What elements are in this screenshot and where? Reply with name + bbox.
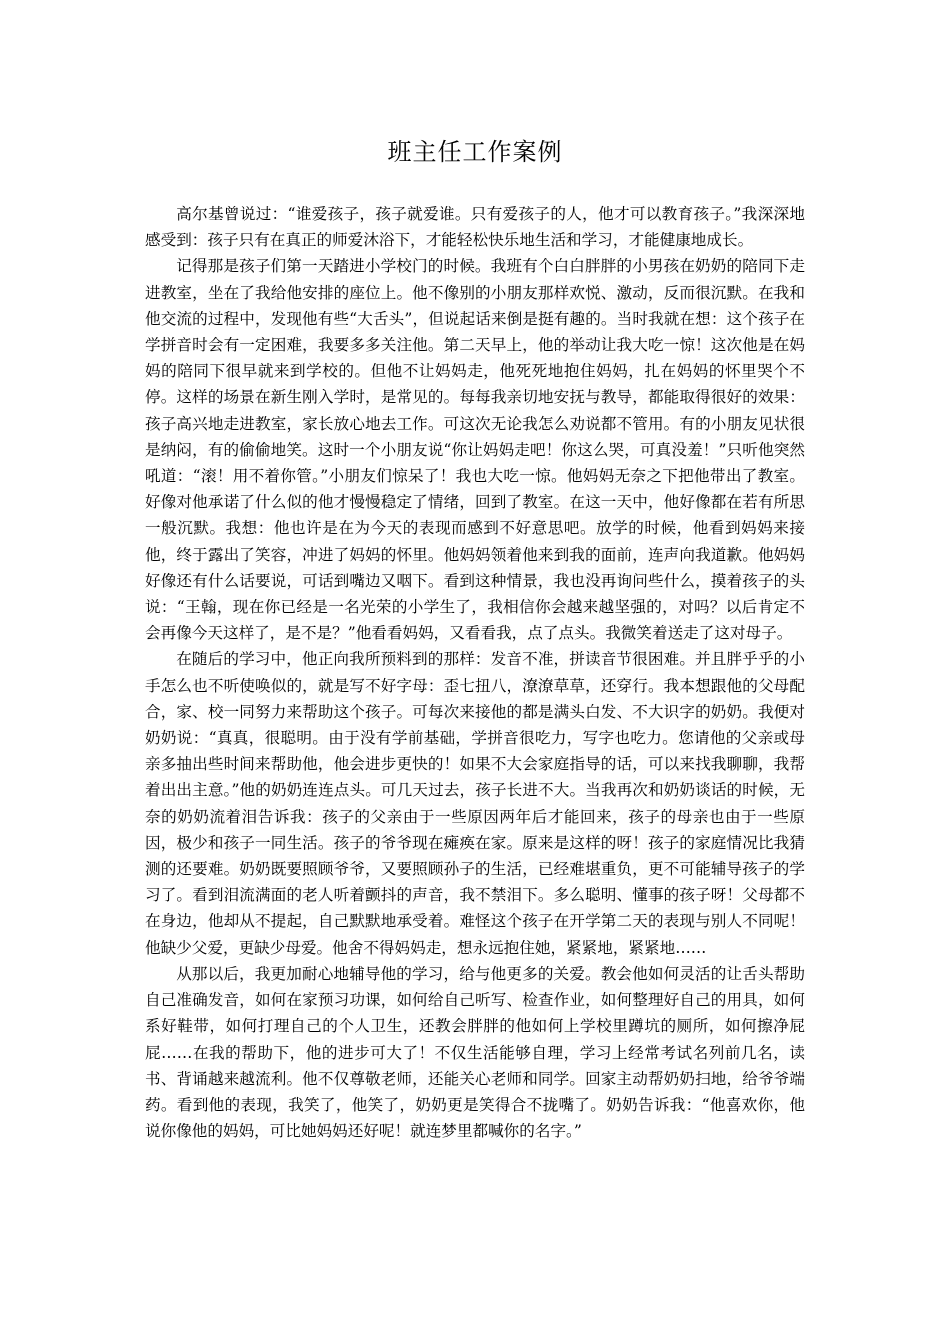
paragraph-2: 记得那是孩子们第一天踏进小学校门的时候。我班有个白白胖胖的小男孩在奶奶的陪同下走进教室，坐在了我给他安排的座位上。他不像别的小朋友那样欢悦、激动，反而很沉默。在我和他交流的过程中，发现他有些“大舌头”，但说起话来倒是挺有趣的。当时我就在想：这个孩子在学拼音时会有一定困难，我要多多关注他。第二天早上，他的举动让我大吃一惊！这次他是在妈妈的陪同下很早就来到学校的。但他不让妈妈走，他死死地抱住妈妈，扎在妈妈的怀里哭个不停。这样的场景在新生刚入学时，是常见的。每每我亲切地安抚与教导，都能取得很好的效果：孩子高兴地走进教室，家长放心地去工作。可这次无论我怎么劝说都不管用。有的小朋友见状很是纳闷，有的偷偷地笑。这时一个小朋友说“你让妈妈走吧！你这么哭，可真没羞！”只听他突然吼道：“滚！用不着你管。”小朋友们惊呆了！我也大吃一惊。他妈妈无奈之下把他带出了教室。好像对他承诺了什么似的他才慢慢稳定了情绪，回到了教室。在这一天中，他好像都在若有所思一般沉默。我想：他也许是在为今天的表现而感到不好意思吧。放学的时候，他看到妈妈来接他，终于露出了笑容，冲进了妈妈的怀里。他妈妈领着他来到我的面前，连声向我道歉。他妈妈好像还有什么话要说，可话到嘴边又咽下。看到这种情景，我也没再询问些什么，摸着孩子的头说：“王翰，现在你已经是一名光荣的小学生了，我相信你会越来越坚强的，对吗？以后肯定不会再像今天这样了，是不是？”他看看妈妈，又看看我，点了点头。我微笑着送走了这对母子。: [145, 257, 805, 643]
document-page: [145, 0, 805, 1344]
document-title: 班主任工作案例: [387, 138, 563, 166]
paragraph-4: 从那以后，我更加耐心地辅导他的学习，给与他更多的关爱。教会他如何灵活的让舌头帮助自己准确发音，如何在家预习功课，如何给自己听写、检查作业，如何整理好自己的用具，如何系好鞋带，如何打理自己的个人卫生，还教会胖胖的他如何上学校里蹲坑的厕所，如何擦净屁屁……在我的帮助下，他的进步可大了！不仅生活能够自理，学习上经常考试名列前几名，读书、背诵越来越流利。他不仅尊敬老师，还能关心老师和同学。回家主动帮奶奶扫地，给爷爷端药。看到他的表现，我笑了，他笑了，奶奶更是笑得合不拢嘴了。奶奶告诉我：“他喜欢你，他说你像他的妈妈，可比她妈妈还好呢！就连梦里都喊你的名字。”: [145, 964, 805, 1141]
paragraph-3: 在随后的学习中，他正向我所预料到的那样：发音不准，拼读音节很困难。并且胖乎乎的小手怎么也不听使唤似的，就是写不好字母：歪七扭八，潦潦草草，还穿行。我本想跟他的父母配合，家、校一同努力来帮助这个孩子。可每次来接他的都是满头白发、不大识字的奶奶。我便对奶奶说：“真真，很聪明。由于没有学前基础，学拼音很吃力，写字也吃力。您请他的父亲或母亲多抽出些时间来帮助他，他会进步更快的！如果不大会家庭指导的话，可以来找我聊聊，我帮着出出主意。”他的奶奶连连点头。可几天过去，孩子长进不大。当我再次和奶奶谈话的时候，无奈的奶奶流着泪告诉我：孩子的父亲由于一些原因两年后才能回来，孩子的母亲也由于一些原因，极少和孩子一同生活。孩子的爷爷现在瘫痪在家。原来是这样的呀！孩子的家庭情况比我猜测的还要难。奶奶既要照顾爷爷，又要照顾孙子的生活，已经难堪重负，更不可能辅导孩子的学习了。看到泪流满面的老人听着颤抖的声音，我不禁泪下。多么聪明、懂事的孩子呀！父母都不在身边，他却从不提起，自己默默地承受着。难怪这个孩子在开学第二天的表现与别人不同呢！他缺少父爱，更缺少母爱。他舍不得妈妈走，想永远抱住她，紧紧地，紧紧地……: [145, 650, 805, 957]
paragraph-1: 高尔基曾说过：“谁爱孩子，孩子就爱谁。只有爱孩子的人，他才可以教育孩子。”我深深地感受到：孩子只有在真正的师爱沐浴下，才能轻松快乐地生活和学习，才能健康地成长。: [145, 205, 805, 250]
document-body: [145, 201, 805, 1144]
